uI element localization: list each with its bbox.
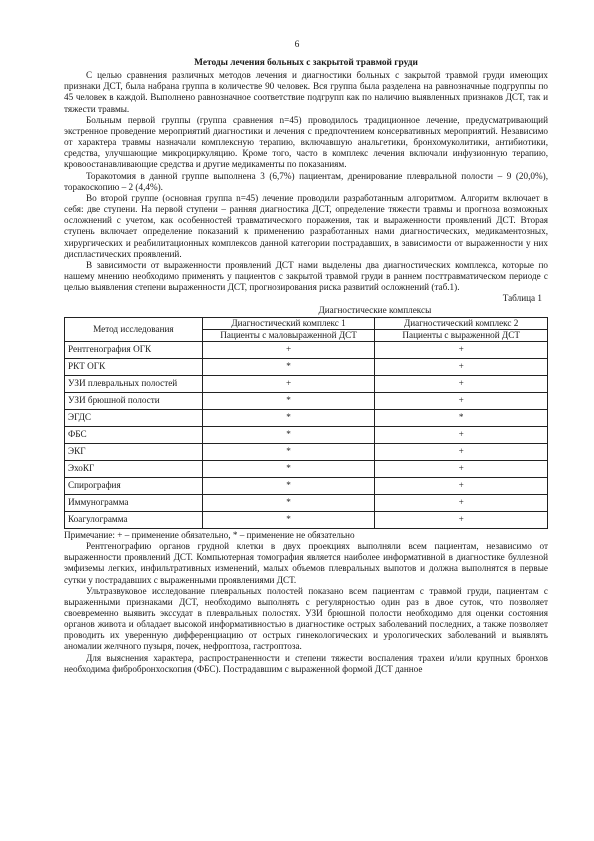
table-row [65,341,548,358]
table-cell-complex1: * [202,409,375,426]
table-cell-complex2: + [375,511,548,528]
table-note: Примечание: + – применение обязательно, * – применение не обязательно [64,529,355,540]
table-cell-complex2: + [375,358,548,375]
table-complex1-header: Диагностический комплекс 1 [202,317,375,329]
table-caption: Таблица 1 [502,293,542,304]
table-cell-complex1: * [202,460,375,477]
table-cell-method: Рентгенография ОГК [65,341,203,358]
paragraph-3: Торакотомия в данной группе выполнена 3 (6,7%) пациентам, дренирование плевральной полости – 9 (20,0%), торакоскопию – 2 (4,4%). [64,170,548,192]
table-cell-complex2: + [375,443,548,460]
table-cell-method: ЭГДС [65,409,203,426]
table-cell-complex2: + [375,426,548,443]
table-cell-method: ФБС [65,426,203,443]
page-number: 6 [294,40,300,50]
table-row [65,443,548,460]
table-cell-method: ЭхоКГ [65,460,203,477]
table-cell-complex1: * [202,494,375,511]
table-cell-complex2: + [375,341,548,358]
paragraph-2: Больным первой группы (группа сравнения n=45) проводилось традиционное лечение, предусматривающий экстренное проведение мероприятий диагностики и лечения с предпочтением консервативных мероприятий. Независимо от характера травмы назначали комплексную терапию, включавшую анальгетики, бронхомуколитики, антибиотики, средства, улучшающие микроциркуляцию. Кроме того, часто в комплекс лечения включали инфузионную терапию, кровоостанавливающие средства и другие медикаменты по показаниям. [64,114,548,170]
table-method-header: Метод исследования [65,317,203,341]
paragraph-8: Для выяснения характера, распространенности и степени тяжести воспаления трахеи и/или крупных бронхов необходима фибробронхоскопия (ФБС). Пострадавшим с выраженной формой ДСТ данное [64,652,548,674]
table-complex2-header: Диагностический комплекс 2 [375,317,548,329]
table-cell-method: Иммунограмма [65,494,203,511]
table-cell-method: УЗИ брюшной полости [65,392,203,409]
table-cell-complex2: + [375,494,548,511]
paragraph-5: В зависимости от выраженности проявлений ДСТ нами выделены два диагностических комплекса, которые по нашему мнению необходимо применять у пациентов с закрытой травмой груди в раннем посттравматическом периоде с целью выявления степени выраженности ДСТ, прогнозирования риска развитий осложнений (таб.1). [64,259,548,293]
table-group-header: Диагностические комплексы [318,305,432,316]
table-cell-complex1: * [202,358,375,375]
table-row [65,477,548,494]
table-cell-method: Спирография [65,477,203,494]
table-cell-complex1: + [202,341,375,358]
paragraph-7: Ультразвуковое исследование плевральных полостей показано всем пациентам с травмой груди, пациентам с выраженными признаками ДСТ, необходимо выполнять с регулярностью один раз в двое суток, что позволяет своевременно выявить экссудат в плевральных полостях. УЗИ брюшной полости необходимо для оценки состояния органов живота и обладает высокой информативностью в диагностике острых заболеваний последних, а также позволяет проводить их уверенную дифференциацию от острых гинекологических и урологических заболеваний и выявлять аномалии желчного пузыря, почек, нефроптоза, гастроптоза. [64,585,548,652]
table-patients1-header: Пациенты с маловыраженной ДСТ [202,329,375,341]
paragraph-6: Рентгенографию органов грудной клетки в двух проекциях выполняли всем пациентам, независимо от выраженности проявлений ДСТ. Компьютерная томография является наиболее информативной в диагностике буллезной эмфиземы легких, инфильтративных изменений, малых объемов плевральных выпотов и должна выполнятся в первые сутки у пострадавших с выраженными проявлениями ДСТ. [64,541,548,585]
paragraph-4: Во второй группе (основная группа n=45) лечение проводили разработанным алгоритмом. Алгоритм включает в себя: две ступени. На первой ступени – ранняя диагностика ДСТ, определение тяжести травмы и прогноза возможных осложнений с учетом, как особенностей травматического поражения, так и выраженности проявлений ДСТ. Вторая ступень включает определение показаний к применению разработанных нами диагностических, медикаментозных, хирургических и реабилитационных комплексов данной категории пострадавших, в зависимости от выраженности у них диспластических проявлений. [64,192,548,259]
table-cell-complex1: * [202,392,375,409]
table-row [65,511,548,528]
table-cell-complex1: * [202,511,375,528]
table-row [65,494,548,511]
table-patients2-header: Пациенты с выраженной ДСТ [375,329,548,341]
table-cell-complex2: + [375,460,548,477]
table-cell-method: УЗИ плевральных полостей [65,375,203,392]
table-cell-method: ЭКГ [65,443,203,460]
table-cell-complex1: * [202,426,375,443]
section-title: Методы лечения больных с закрытой травмой груди [194,58,418,68]
table-row [65,460,548,477]
table-cell-method: РКТ ОГК [65,358,203,375]
document-body [64,58,548,675]
table-row [65,409,548,426]
table-row [65,358,548,375]
table-cell-complex1: + [202,375,375,392]
table-row [65,375,548,392]
table-cell-complex2: * [375,409,548,426]
diagnostic-table [64,305,548,528]
table-row [65,392,548,409]
table-row [65,426,548,443]
table-cell-complex2: + [375,477,548,494]
table-cell-complex1: * [202,443,375,460]
paragraph-1: С целью сравнения различных методов лечения и диагностики больных с закрытой травмой груди имеющих признаки ДСТ, была набрана группа в количестве 90 человек. Вся группа была разделена на равнозначные подгруппы по 45 человек в каждой. Выполнено равнозначное соответствие подгрупп как по наличию выявленных признаков ДСТ, так и тяжести травмы. [64,70,548,114]
table-cell-method: Коагулограмма [65,511,203,528]
table-cell-complex1: * [202,477,375,494]
table-cell-complex2: + [375,375,548,392]
table-cell-complex2: + [375,392,548,409]
